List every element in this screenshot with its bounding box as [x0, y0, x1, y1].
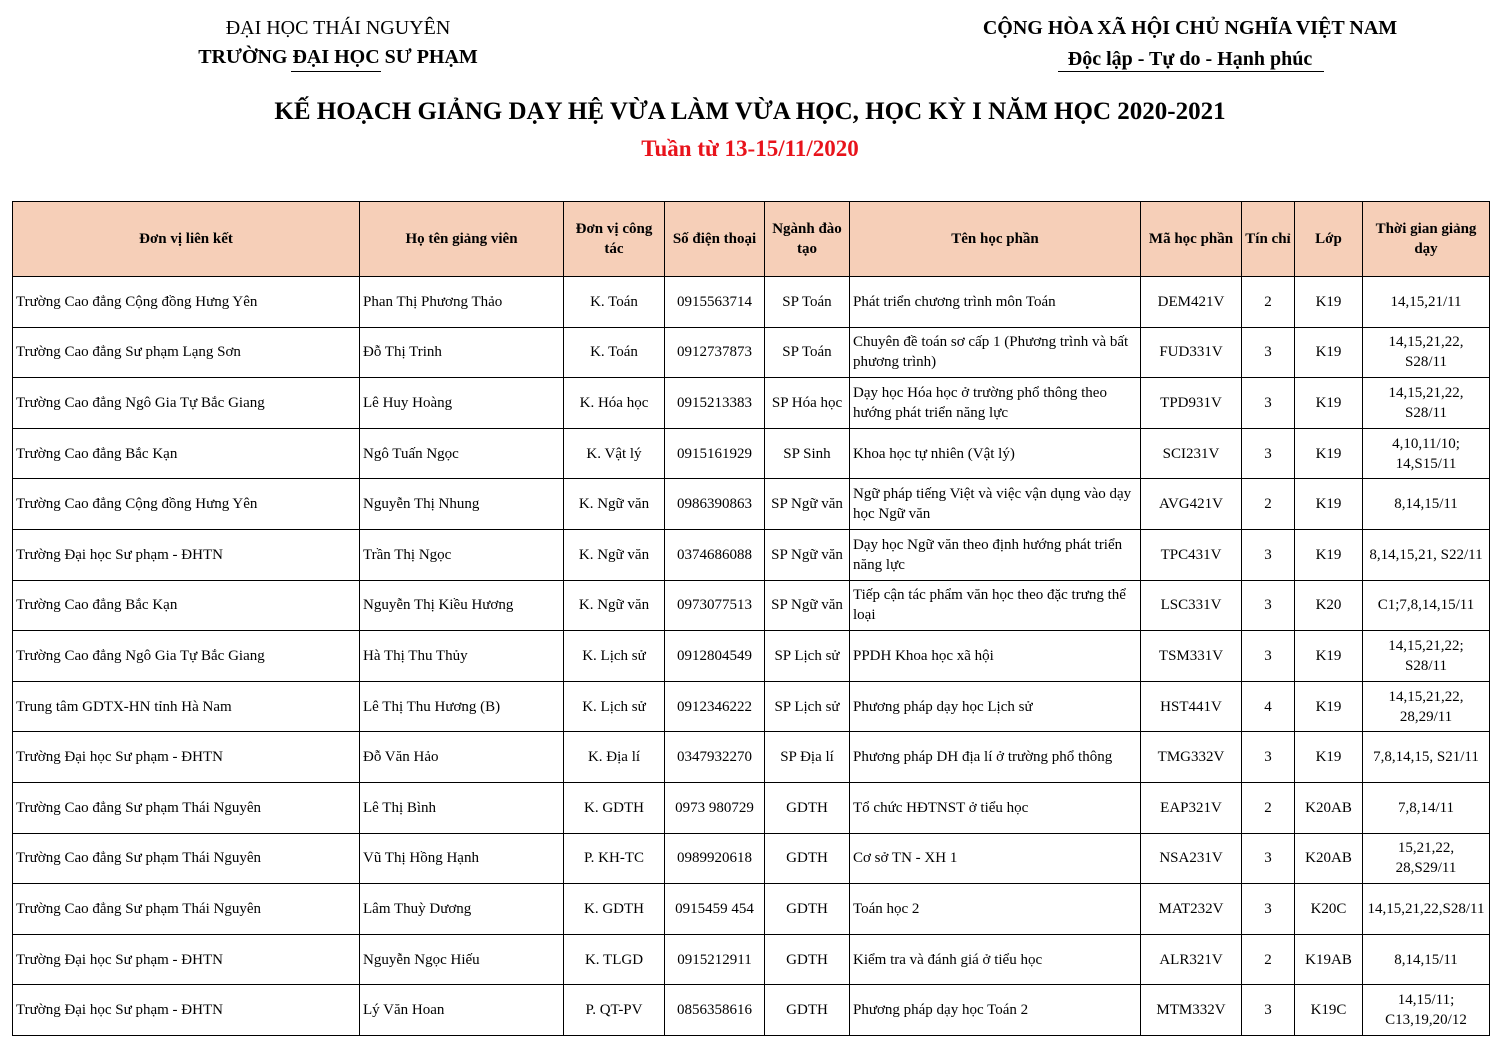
credits-cell: 3 — [1242, 580, 1295, 631]
partner-unit-cell: Trường Cao đẳng Cộng đồng Hưng Yên — [13, 479, 360, 530]
course-name-cell: Cơ sở TN - XH 1 — [850, 833, 1141, 884]
lecturer-name-cell: Ngô Tuấn Ngọc — [360, 428, 564, 479]
partner-unit-cell: Trường Cao đẳng Sư phạm Thái Nguyên — [13, 833, 360, 884]
department-cell: K. Ngữ văn — [564, 580, 665, 631]
major-cell: GDTH — [765, 833, 850, 884]
table-row — [13, 934, 1490, 985]
class-cell: K20C — [1295, 884, 1363, 935]
class-cell: K19 — [1295, 732, 1363, 783]
course-code-cell: TPD931V — [1141, 378, 1242, 429]
table-row — [13, 428, 1490, 479]
column-header: Mã học phần — [1141, 202, 1242, 277]
column-header: Tên học phần — [850, 202, 1141, 277]
credits-cell: 3 — [1242, 378, 1295, 429]
partner-unit-cell: Trường Cao đẳng Sư phạm Thái Nguyên — [13, 782, 360, 833]
department-cell: K. Ngữ văn — [564, 529, 665, 580]
partner-unit-cell: Trường Cao đẳng Bắc Kạn — [13, 580, 360, 631]
schedule-cell: 14,15/11; C13,19,20/12 — [1363, 985, 1490, 1036]
course-code-cell: MTM332V — [1141, 985, 1242, 1036]
column-header: Đơn vị liên kết — [13, 202, 360, 277]
credits-cell: 3 — [1242, 529, 1295, 580]
national-header-block — [940, 14, 1440, 76]
credits-cell: 3 — [1242, 327, 1295, 378]
country-name: CỘNG HÒA XÃ HỘI CHỦ NGHĨA VIỆT NAM — [982, 17, 1398, 39]
course-code-cell: NSA231V — [1141, 833, 1242, 884]
department-cell: K. Lịch sử — [564, 681, 665, 732]
phone-cell: 0915213383 — [665, 378, 765, 429]
course-code-cell: TMG332V — [1141, 732, 1242, 783]
issuer-block — [168, 14, 508, 72]
partner-unit-cell: Trường Đại học Sư phạm - ĐHTN — [13, 529, 360, 580]
course-code-cell: MAT232V — [1141, 884, 1242, 935]
class-cell: K19C — [1295, 985, 1363, 1036]
major-cell: GDTH — [765, 985, 850, 1036]
course-name-cell: Khoa học tự nhiên (Vật lý) — [850, 428, 1141, 479]
lecturer-name-cell: Hà Thị Thu Thủy — [360, 631, 564, 682]
phone-cell: 0912737873 — [665, 327, 765, 378]
course-code-cell: ALR321V — [1141, 934, 1242, 985]
course-code-cell: SCI231V — [1141, 428, 1242, 479]
lecturer-name-cell: Đỗ Thị Trinh — [360, 327, 564, 378]
phone-cell: 0347932270 — [665, 732, 765, 783]
phone-cell: 0374686088 — [665, 529, 765, 580]
credits-cell: 3 — [1242, 631, 1295, 682]
major-cell: SP Hóa học — [765, 378, 850, 429]
document-title: KẾ HOẠCH GIẢNG DẠY HỆ VỪA LÀM VỪA HỌC, HỌC KỲ I NĂM HỌC 2020-2021 — [274, 98, 1226, 125]
table-row — [13, 985, 1490, 1036]
column-header: Đơn vị công tác — [564, 202, 665, 277]
course-name-cell: Toán học 2 — [850, 884, 1141, 935]
schedule-cell: 8,14,15,21, S22/11 — [1363, 529, 1490, 580]
partner-unit-cell: Trường Cao đẳng Cộng đồng Hưng Yên — [13, 277, 360, 328]
lecturer-name-cell: Lê Huy Hoàng — [360, 378, 564, 429]
department-cell: K. Toán — [564, 277, 665, 328]
department-cell: K. GDTH — [564, 782, 665, 833]
lecturer-name-cell: Lý Văn Hoan — [360, 985, 564, 1036]
class-cell: K19 — [1295, 277, 1363, 328]
partner-unit-cell: Trường Cao đẳng Sư phạm Thái Nguyên — [13, 884, 360, 935]
course-name-cell: Dạy học Ngữ văn theo định hướng phát triển năng lực — [850, 529, 1141, 580]
week-subtitle: Tuần từ 13-15/11/2020 — [641, 136, 859, 161]
partner-unit-cell: Trung tâm GDTX-HN tỉnh Hà Nam — [13, 681, 360, 732]
course-name-cell: Kiểm tra và đánh giá ở tiểu học — [850, 934, 1141, 985]
major-cell: GDTH — [765, 934, 850, 985]
course-code-cell: AVG421V — [1141, 479, 1242, 530]
partner-unit-cell: Trường Cao đẳng Ngô Gia Tự Bắc Giang — [13, 631, 360, 682]
course-code-cell: FUD331V — [1141, 327, 1242, 378]
table-row — [13, 782, 1490, 833]
table-row — [13, 378, 1490, 429]
schedule-cell: 14,15,21,22, 28,29/11 — [1363, 681, 1490, 732]
lecturer-name-cell: Lê Thị Bình — [360, 782, 564, 833]
course-code-cell: DEM421V — [1141, 277, 1242, 328]
course-name-cell: Phương pháp dạy học Toán 2 — [850, 985, 1141, 1036]
lecturer-name-cell: Lê Thị Thu Hương (B) — [360, 681, 564, 732]
partner-unit-cell: Trường Đại học Sư phạm - ĐHTN — [13, 732, 360, 783]
table-row — [13, 631, 1490, 682]
issuer-underline — [291, 71, 381, 72]
schedule-cell: 14,15,21/11 — [1363, 277, 1490, 328]
course-code-cell: EAP321V — [1141, 782, 1242, 833]
table-header-row — [13, 202, 1490, 277]
schedule-cell: 7,8,14,15, S21/11 — [1363, 732, 1490, 783]
major-cell: SP Địa lí — [765, 732, 850, 783]
course-name-cell: Phương pháp dạy học Lịch sử — [850, 681, 1141, 732]
department-cell: K. Toán — [564, 327, 665, 378]
table-row — [13, 479, 1490, 530]
course-name-cell: Ngữ pháp tiếng Việt và việc vận dụng vào dạy học Ngữ văn — [850, 479, 1141, 530]
course-name-cell: Tổ chức HĐTNST ở tiểu học — [850, 782, 1141, 833]
class-cell: K19 — [1295, 681, 1363, 732]
table-row — [13, 681, 1490, 732]
major-cell: SP Lịch sử — [765, 631, 850, 682]
class-cell: K19 — [1295, 479, 1363, 530]
partner-unit-cell: Trường Đại học Sư phạm - ĐHTN — [13, 934, 360, 985]
class-cell: K19 — [1295, 428, 1363, 479]
lecturer-name-cell: Phan Thị Phương Thảo — [360, 277, 564, 328]
major-cell: SP Sinh — [765, 428, 850, 479]
class-cell: K20 — [1295, 580, 1363, 631]
lecturer-name-cell: Vũ Thị Hồng Hạnh — [360, 833, 564, 884]
credits-cell: 2 — [1242, 277, 1295, 328]
schedule-cell: C1;7,8,14,15/11 — [1363, 580, 1490, 631]
schedule-cell: 14,15,21,22, S28/11 — [1363, 378, 1490, 429]
table-body — [13, 277, 1490, 1036]
teaching-plan-table — [12, 201, 1490, 1036]
motto-underline — [1058, 71, 1324, 72]
table-row — [13, 327, 1490, 378]
phone-cell: 0973 980729 — [665, 782, 765, 833]
credits-cell: 2 — [1242, 934, 1295, 985]
partner-unit-cell: Trường Cao đẳng Bắc Kạn — [13, 428, 360, 479]
course-code-cell: TSM331V — [1141, 631, 1242, 682]
partner-unit-cell: Trường Cao đẳng Ngô Gia Tự Bắc Giang — [13, 378, 360, 429]
column-header: Tín chỉ — [1242, 202, 1295, 277]
major-cell: SP Lịch sử — [765, 681, 850, 732]
table-row — [13, 277, 1490, 328]
column-header: Số điện thoại — [665, 202, 765, 277]
table-row — [13, 833, 1490, 884]
schedule-cell: 7,8,14/11 — [1363, 782, 1490, 833]
phone-cell: 0986390863 — [665, 479, 765, 530]
schedule-cell: 4,10,11/10; 14,S15/11 — [1363, 428, 1490, 479]
course-name-cell: PPDH Khoa học xã hội — [850, 631, 1141, 682]
credits-cell: 3 — [1242, 884, 1295, 935]
major-cell: GDTH — [765, 782, 850, 833]
major-cell: SP Toán — [765, 327, 850, 378]
table-row — [13, 732, 1490, 783]
table-row — [13, 580, 1490, 631]
lecturer-name-cell: Lâm Thuỳ Dương — [360, 884, 564, 935]
schedule-cell: 15,21,22, 28,S29/11 — [1363, 833, 1490, 884]
course-code-cell: HST441V — [1141, 681, 1242, 732]
credits-cell: 3 — [1242, 428, 1295, 479]
column-header: Thời gian giảng dạy — [1363, 202, 1490, 277]
phone-cell: 0915161929 — [665, 428, 765, 479]
phone-cell: 0915459 454 — [665, 884, 765, 935]
department-cell: K. GDTH — [564, 884, 665, 935]
lecturer-name-cell: Nguyễn Thị Nhung — [360, 479, 564, 530]
schedule-cell: 8,14,15/11 — [1363, 479, 1490, 530]
table-row — [13, 884, 1490, 935]
lecturer-name-cell: Nguyễn Ngọc Hiếu — [360, 934, 564, 985]
department-cell: P. QT-PV — [564, 985, 665, 1036]
major-cell: SP Ngữ văn — [765, 479, 850, 530]
class-cell: K20AB — [1295, 782, 1363, 833]
schedule-cell: 14,15,21,22; S28/11 — [1363, 631, 1490, 682]
class-cell: K19 — [1295, 378, 1363, 429]
schedule-cell: 14,15,21,22,S28/11 — [1363, 884, 1490, 935]
class-cell: K19 — [1295, 631, 1363, 682]
column-header: Lớp — [1295, 202, 1363, 277]
major-cell: SP Toán — [765, 277, 850, 328]
lecturer-name-cell: Trần Thị Ngọc — [360, 529, 564, 580]
university-name: ĐẠI HỌC THÁI NGUYÊN — [225, 17, 451, 39]
department-cell: K. Lịch sử — [564, 631, 665, 682]
phone-cell: 0915563714 — [665, 277, 765, 328]
class-cell: K20AB — [1295, 833, 1363, 884]
column-header: Họ tên giảng viên — [360, 202, 564, 277]
phone-cell: 0912804549 — [665, 631, 765, 682]
class-cell: K19 — [1295, 327, 1363, 378]
schedule-cell: 8,14,15/11 — [1363, 934, 1490, 985]
course-name-cell: Phát triển chương trình môn Toán — [850, 277, 1141, 328]
major-cell: SP Ngữ văn — [765, 529, 850, 580]
column-header: Ngành đào tạo — [765, 202, 850, 277]
partner-unit-cell: Trường Đại học Sư phạm - ĐHTN — [13, 985, 360, 1036]
school-name: TRƯỜNG ĐẠI HỌC SƯ PHẠM — [198, 46, 478, 68]
lecturer-name-cell: Đỗ Văn Hảo — [360, 732, 564, 783]
department-cell: K. TLGD — [564, 934, 665, 985]
credits-cell: 2 — [1242, 782, 1295, 833]
class-cell: K19AB — [1295, 934, 1363, 985]
credits-cell: 3 — [1242, 833, 1295, 884]
department-cell: K. Vật lý — [564, 428, 665, 479]
major-cell: GDTH — [765, 884, 850, 935]
major-cell: SP Ngữ văn — [765, 580, 850, 631]
table-row — [13, 529, 1490, 580]
partner-unit-cell: Trường Cao đẳng Sư phạm Lạng Sơn — [13, 327, 360, 378]
course-code-cell: TPC431V — [1141, 529, 1242, 580]
credits-cell: 2 — [1242, 479, 1295, 530]
phone-cell: 0912346222 — [665, 681, 765, 732]
credits-cell: 3 — [1242, 985, 1295, 1036]
phone-cell: 0973077513 — [665, 580, 765, 631]
national-motto: Độc lập - Tự do - Hạnh phúc — [1067, 48, 1313, 70]
course-name-cell: Phương pháp DH địa lí ở trường phổ thông — [850, 732, 1141, 783]
class-cell: K19 — [1295, 529, 1363, 580]
course-code-cell: LSC331V — [1141, 580, 1242, 631]
department-cell: K. Ngữ văn — [564, 479, 665, 530]
credits-cell: 4 — [1242, 681, 1295, 732]
credits-cell: 3 — [1242, 732, 1295, 783]
lecturer-name-cell: Nguyễn Thị Kiều Hương — [360, 580, 564, 631]
course-name-cell: Dạy học Hóa học ở trường phổ thông theo hướng phát triển năng lực — [850, 378, 1141, 429]
course-name-cell: Chuyên đề toán sơ cấp 1 (Phương trình và bất phương trình) — [850, 327, 1141, 378]
phone-cell: 0989920618 — [665, 833, 765, 884]
department-cell: K. Hóa học — [564, 378, 665, 429]
schedule-cell: 14,15,21,22, S28/11 — [1363, 327, 1490, 378]
phone-cell: 0915212911 — [665, 934, 765, 985]
course-name-cell: Tiếp cận tác phẩm văn học theo đặc trưng thể loại — [850, 580, 1141, 631]
department-cell: P. KH-TC — [564, 833, 665, 884]
department-cell: K. Địa lí — [564, 732, 665, 783]
phone-cell: 0856358616 — [665, 985, 765, 1036]
